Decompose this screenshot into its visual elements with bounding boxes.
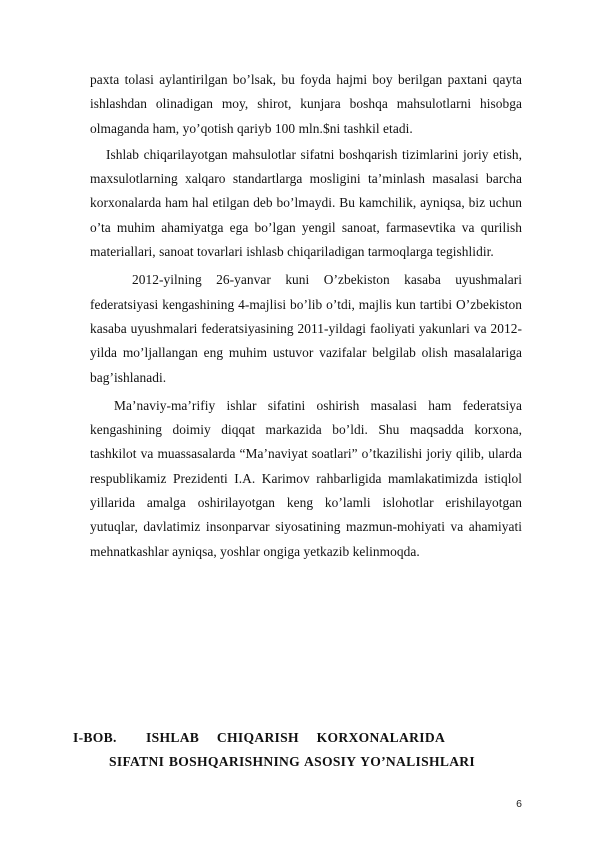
page-number: 6 (516, 798, 522, 810)
paragraph-2: Ishlab chiqarilayotgan mahsulotlar sifatni boshqarish tizimlarini joriy etish, maxsulotlarning xalqaro standartlarga mosligini ta’minlash masalasi barcha korxonalarda ham hal etilgan deb bo’lmaydi. Bu kamchilik, ayniqsa, biz uchun o’ta muhim ahamiyatga ega bo’lgan yengil sanoat, farmasevtika va qurilish materiallari, sanoat tovarlari ishlasb chiqariladigan tarmoqlarga tegishlidir. (90, 146, 522, 260)
chapter-title-line-1: ISHLAB CHIQARISH KORXONALARIDA (146, 730, 446, 745)
chapter-title-line-2: SIFATNI BOSHQARISHNING ASOSIY YO’NALISHLARI (109, 754, 476, 769)
paragraph-4: Ma’naviy-ma’rifiy ishlar sifatini oshirish masalasi ham federatsiya kengashining doimiy diqqat markazida bo’ldi. Shu maqsadda korxona, tashkilot va muassasalarda “Ma’naviyat soatlari” o’tkazilishi joriy qilib, ularda respublikamiz Prezidenti I.A. Karimov rahbarligida mamlakatimizda istiqlol yillarida amalga oshirilayotgan keng ko’lamli islohotlar erishilayotgan yutuqlar, davlatimiz insonparvar siyosatining mazmun-mohiyati va ahamiyati mehnatkashlar ayniqsa, yoshlar ongiga yetkazib kelinmoqda. (90, 397, 522, 559)
body-text (90, 68, 522, 564)
chapter-heading (0, 726, 595, 774)
chapter-label: I-BOB. (73, 730, 117, 745)
chapter-heading-line-1 (0, 726, 595, 750)
paragraph-3: 2012-yilning 26-yanvar kuni O’zbekiston kasaba uyushmalari federatsiyasi kengashining 4-majlisi bo’lib o’tdi, majlis kun tartibi O’zbekiston kasaba uyushmalari federatsiyasining 2011-yildagi faoliyati yakunlari va 2012-yilda mo’ljallangan eng muhim ustuvor vazifalar belgilab olish masalalariga bag’ishlanadi. (90, 272, 522, 385)
paragraph-1: paxta tolasi aylantirilgan bo’lsak, bu foyda hajmi boy berilgan paxtani qayta ishlashdan olinadigan moy, shirot, kunjara boshqa mahsulotlarni hisobga olmaganda ham, yo’qotish qariyb 100 mln.$ni tashkil etadi. (90, 72, 522, 136)
